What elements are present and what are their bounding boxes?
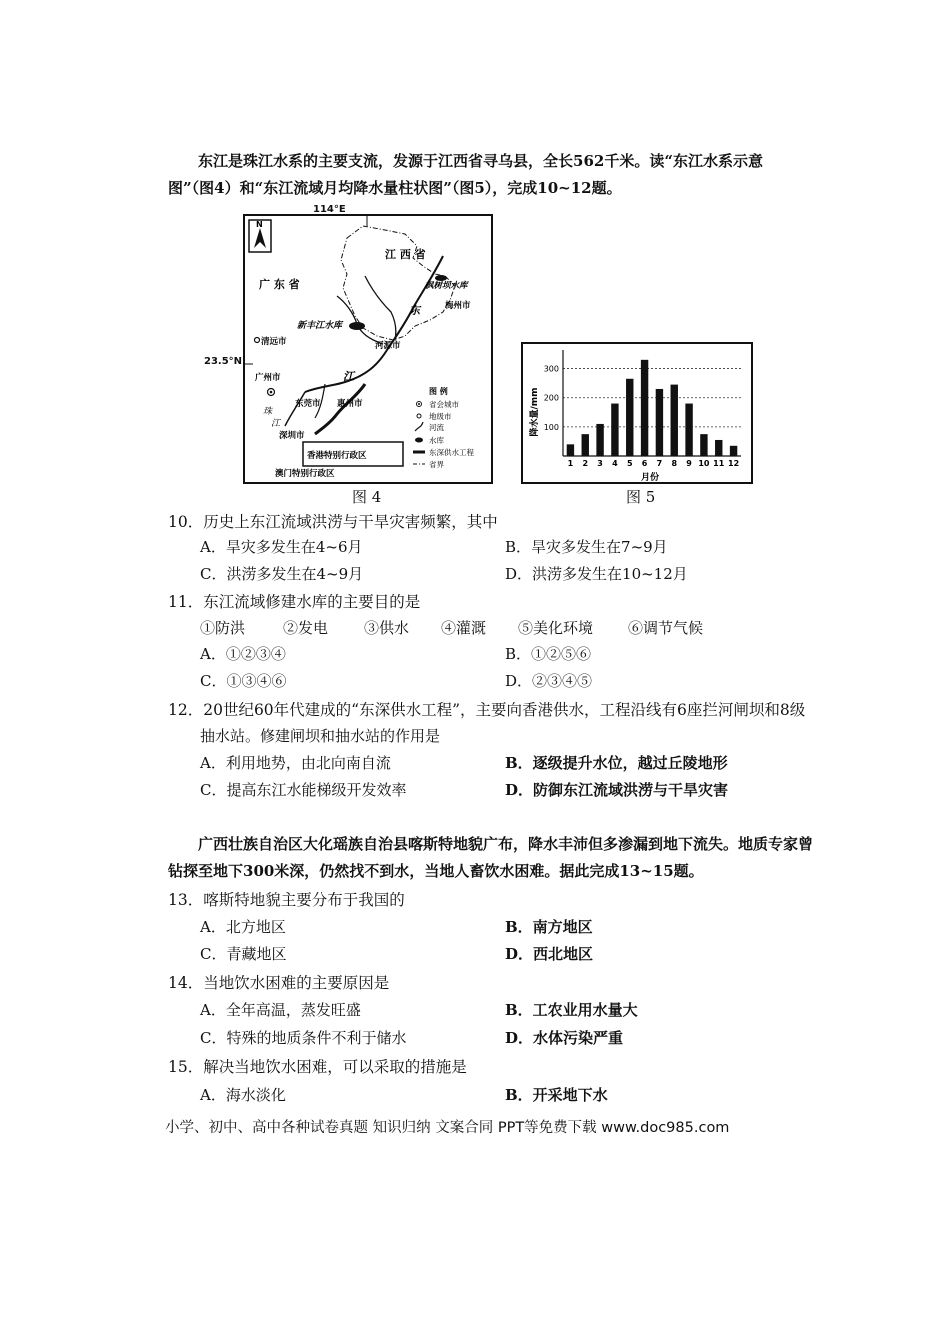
question-13-option-d[interactable]: D．西北地区 xyxy=(505,945,594,963)
intro-paragraph-1: 东江是珠江水系的主要支流，发源于江西省寻乌县，全长562千米。读“东江水系示意图”（图4）和“东江流域月均降水量柱状图”（图5），完成10~12题。 xyxy=(168,152,763,197)
question-11-item-2: ②发电 xyxy=(283,619,329,637)
question-15-option-a[interactable]: A．海水淡化 xyxy=(200,1086,286,1104)
chart-bar xyxy=(567,444,574,456)
question-14-option-d[interactable]: D．水体污染严重 xyxy=(505,1029,624,1047)
chart-xtick-label: 3 xyxy=(597,459,603,468)
question-11-item-4: ④灌溉 xyxy=(441,619,487,637)
legend-symbol-reservoir xyxy=(415,438,423,443)
map-svg xyxy=(245,216,491,482)
label-jiang: 江 xyxy=(343,370,354,383)
chart-ytick-label: 200 xyxy=(543,393,559,403)
question-14-stem: 14．当地饮水困难的主要原因是 xyxy=(168,974,390,992)
question-12-option-a[interactable]: A．利用地势，由北向南自流 xyxy=(200,754,391,772)
question-10-option-a[interactable]: A．旱灾多发生在4~6月 xyxy=(200,538,363,556)
label-hongkong: 香港特别行政区 xyxy=(307,451,367,461)
question-13-option-c[interactable]: C．青藏地区 xyxy=(200,945,287,963)
label-xinfengjiang: 新丰江水库 xyxy=(297,321,343,331)
pearl-river xyxy=(285,392,305,426)
chart-bar xyxy=(596,424,603,456)
question-13-option-a[interactable]: A．北方地区 xyxy=(200,918,286,936)
legend-title: 图 例 xyxy=(429,387,448,396)
tributary-2 xyxy=(337,296,383,344)
question-12-option-b[interactable]: B．逐级提升水位，越过丘陵地形 xyxy=(505,754,728,772)
label-qingyuan: 清远市 xyxy=(261,337,287,347)
chart-xtick-label: 9 xyxy=(686,459,692,468)
chart-ytick-label: 100 xyxy=(543,422,559,432)
chart-bar xyxy=(730,446,737,456)
label-shenzhen: 深圳市 xyxy=(279,431,305,441)
chart-ylabel: 降水量/mm xyxy=(530,387,540,437)
intro-paragraph-2: 广西壮族自治区大化瑶族自治县喀斯特地貌广布，降水丰沛但多渗漏到地下流失。地质专家曾钻探至地下300米深，仍然找不到水，当地人畜饮水困难。据此完成13~15题。 xyxy=(168,835,814,880)
question-11-option-b[interactable]: B．①②⑤⑥ xyxy=(505,645,592,663)
question-13-stem: 13．喀斯特地貌主要分布于我国的 xyxy=(168,891,405,909)
legend-item-project: 东深供水工程 xyxy=(429,448,474,457)
chart-xlabel: 月份 xyxy=(640,473,660,482)
question-10-option-b[interactable]: B．旱灾多发生在7~9月 xyxy=(505,538,668,556)
question-11-option-d[interactable]: D．②③④⑤ xyxy=(505,672,593,690)
xinfengjiang-reservoir xyxy=(349,322,365,330)
label-jiangxi: 江 西 省 xyxy=(385,248,426,261)
question-11-item-6: ⑥调节气候 xyxy=(628,619,704,637)
question-12-option-c[interactable]: C．提高东江水能梯级开发效率 xyxy=(200,781,407,799)
chart-bar xyxy=(611,404,618,456)
chart-xtick-label: 10 xyxy=(698,459,710,468)
question-12-stem: 12．20世纪60年代建成的“东深供水工程”，主要向香港供水，工程沿线有6座拦河闸坝和8级 xyxy=(168,701,806,719)
legend-symbol-river xyxy=(415,422,423,431)
legend-item-river: 河流 xyxy=(429,423,444,432)
label-dong: 东 xyxy=(409,304,420,317)
precipitation-chart xyxy=(523,344,751,482)
chart-bar xyxy=(656,389,663,456)
label-guangdong: 广 东 省 xyxy=(259,278,300,291)
label-guangzhou: 广州市 xyxy=(255,373,281,383)
chart-xtick-label: 6 xyxy=(641,459,648,468)
chart-xtick-label: 7 xyxy=(656,459,663,468)
label-dongguan: 东莞市 xyxy=(295,399,321,409)
question-11-stem: 11．东江流域修建水库的主要目的是 xyxy=(168,593,421,611)
chart-xtick-label: 2 xyxy=(582,459,589,468)
question-12-stem-line2: 抽水站。修建闸坝和抽水站的作用是 xyxy=(200,727,441,745)
question-14-option-c[interactable]: C．特殊的地质条件不利于储水 xyxy=(200,1029,407,1047)
question-11-option-c[interactable]: C．①③④⑥ xyxy=(200,672,287,690)
latitude-label: 23.5°N xyxy=(204,356,243,367)
legend-symbol-capital-inner xyxy=(418,403,420,405)
chart-bar xyxy=(700,434,707,456)
legend-symbol-city xyxy=(417,414,421,418)
longitude-label: 114°E xyxy=(313,204,346,215)
legend-item-city: 地级市 xyxy=(429,412,452,421)
question-10-option-d[interactable]: D．洪涝多发生在10~12月 xyxy=(505,565,688,583)
chart-xtick-label: 12 xyxy=(728,459,740,468)
figure-5-chart xyxy=(521,342,753,484)
chart-xtick-label: 8 xyxy=(671,459,678,468)
figure-5-caption: 图 5 xyxy=(626,488,656,506)
legend-item-capital: 省会城市 xyxy=(429,400,459,409)
question-11-item-1: ①防洪 xyxy=(200,619,246,637)
chart-bar xyxy=(671,385,678,456)
legend-item-boundary: 省界 xyxy=(429,460,444,469)
north-label: N xyxy=(256,220,263,229)
label-macao: 澳门特别行政区 xyxy=(275,469,335,479)
label-meizhou: 梅州市 xyxy=(445,301,471,311)
chart-ytick-label: 300 xyxy=(543,364,559,374)
chart-bar xyxy=(641,360,648,456)
chart-bar xyxy=(715,440,722,456)
question-13-option-b[interactable]: B．南方地区 xyxy=(505,918,593,936)
question-10-stem: 10．历史上东江流域洪涝与干旱灾害频繁，其中 xyxy=(168,513,498,531)
question-14-option-b[interactable]: B．工农业用水量大 xyxy=(505,1001,638,1019)
guangzhou-dot-inner xyxy=(270,391,273,394)
question-14-option-a[interactable]: A．全年高温，蒸发旺盛 xyxy=(200,1001,361,1019)
tributary-1 xyxy=(365,276,396,340)
dongshen-water-project xyxy=(315,384,365,434)
chart-xtick-label: 5 xyxy=(626,459,633,468)
label-fengshuba: 枫树坝水库 xyxy=(425,281,468,291)
chart-bar xyxy=(626,379,633,456)
question-10-option-c[interactable]: C．洪涝多发生在4~9月 xyxy=(200,565,364,583)
question-11-item-5: ⑤美化环境 xyxy=(518,619,594,637)
legend-item-reservoir: 水库 xyxy=(429,436,444,445)
chart-xtick-label: 11 xyxy=(713,459,725,468)
label-zhu: 珠 xyxy=(263,407,273,417)
chart-bar xyxy=(582,434,589,456)
question-15-option-b[interactable]: B．开采地下水 xyxy=(505,1086,608,1104)
figure-4-map xyxy=(243,214,493,484)
footer-text[interactable]: 小学、初中、高中各种试卷真题 知识归纳 文案合同 PPT等免费下载 www.doc985.com xyxy=(165,1120,730,1136)
chart-xtick-label: 4 xyxy=(612,459,618,468)
question-11-item-3: ③供水 xyxy=(364,619,410,637)
chart-bar xyxy=(685,404,692,456)
question-15-stem: 15．解决当地饮水困难，可以采取的措施是 xyxy=(168,1058,467,1076)
label-jiang2: 江 xyxy=(271,419,281,429)
label-huizhou: 惠州市 xyxy=(337,399,363,409)
question-11-option-a[interactable]: A．①②③④ xyxy=(200,645,286,663)
qingyuan-dot xyxy=(255,338,260,343)
figure-4-caption: 图 4 xyxy=(352,488,382,506)
label-heyuan: 河源市 xyxy=(375,341,401,351)
chart-xtick-label: 1 xyxy=(567,459,574,468)
question-12-option-d[interactable]: D．防御东江流域洪涝与干旱灾害 xyxy=(505,781,729,799)
